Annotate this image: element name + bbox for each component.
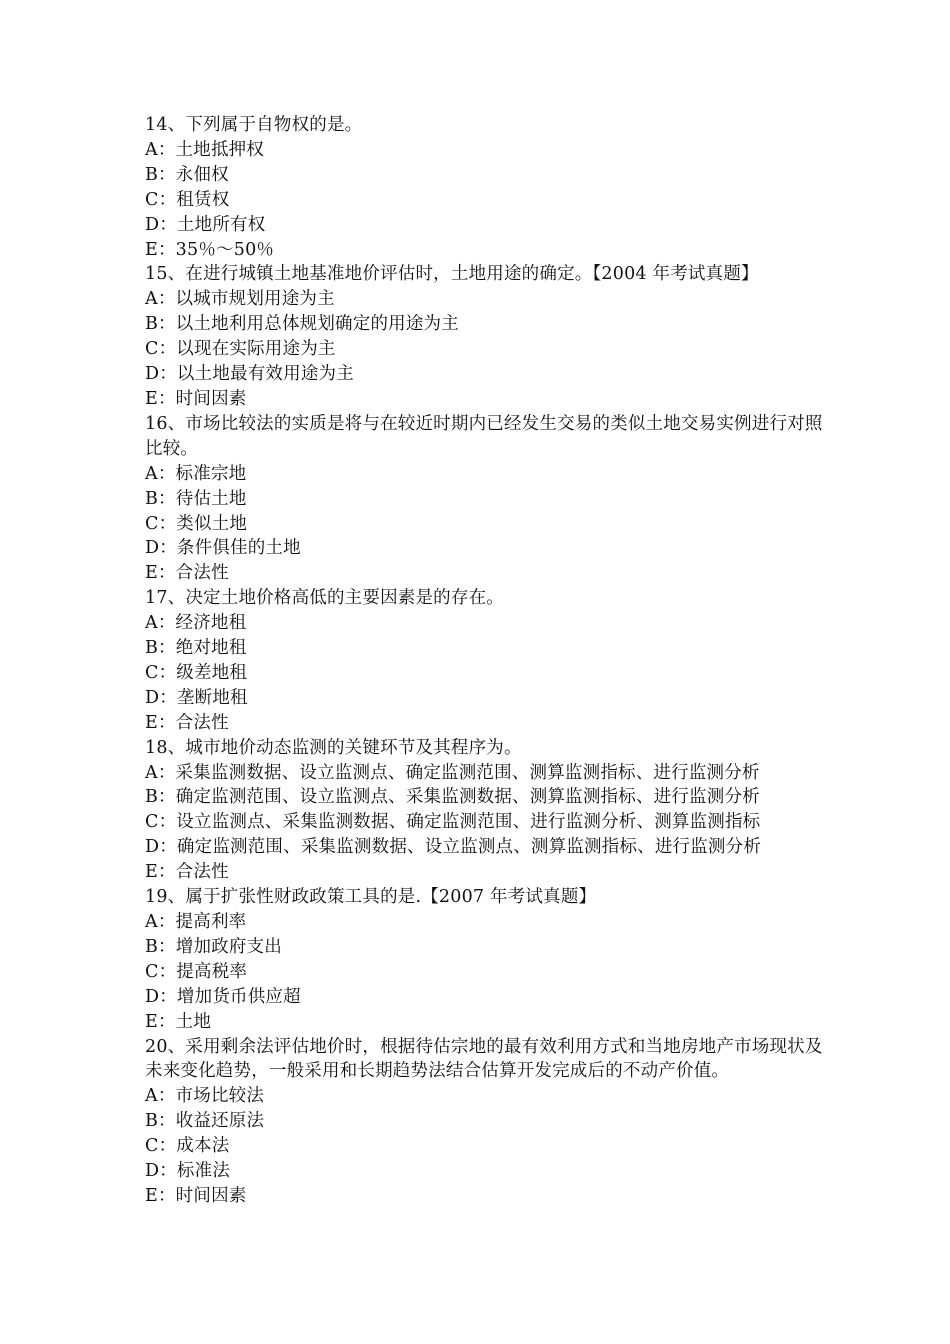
option-a: A：土地抵押权 bbox=[145, 139, 265, 160]
question-stem: 18、城市地价动态监测的关键环节及其程序为。 bbox=[145, 737, 522, 758]
document-body bbox=[145, 113, 835, 1209]
option-e: E：合法性 bbox=[145, 862, 229, 883]
option-d: D：土地所有权 bbox=[145, 214, 266, 235]
option-e: E：35％～50％ bbox=[145, 239, 275, 260]
option-a: A：标准宗地 bbox=[145, 463, 247, 484]
option-b: B：收益还原法 bbox=[145, 1111, 265, 1132]
option-a: A：市场比较法 bbox=[145, 1086, 265, 1107]
option-a: A：提高利率 bbox=[145, 912, 247, 932]
question-stem: 15、在进行城镇土地基准地价评估时，土地用途的确定。【2004 年考试真题】 bbox=[145, 264, 759, 285]
option-c: C：提高税率 bbox=[145, 961, 248, 982]
option-a: A：经济地租 bbox=[145, 613, 247, 634]
option-c: C：成本法 bbox=[145, 1136, 230, 1157]
option-e: E：土地 bbox=[145, 1011, 212, 1032]
option-b: B：确定监测范围、设立监测点、采集监测数据、测算监测指标、进行监测分析 bbox=[145, 787, 760, 808]
option-d: D：条件俱佳的土地 bbox=[145, 538, 301, 559]
option-c: C：以现在实际用途为主 bbox=[145, 339, 336, 360]
option-d: D：增加货币供应超 bbox=[145, 986, 301, 1007]
question-stem: 17、决定土地价格高低的主要因素是的存在。 bbox=[145, 588, 504, 609]
option-b: B：增加政府支出 bbox=[145, 936, 282, 957]
option-a: A：采集监测数据、设立监测点、确定监测范围、测算监测指标、进行监测分析 bbox=[145, 762, 760, 783]
option-e: E：时间因素 bbox=[145, 1185, 247, 1206]
option-e: E：时间因素 bbox=[145, 388, 247, 409]
option-b: B：绝对地租 bbox=[145, 638, 247, 659]
option-b: B：永佃权 bbox=[145, 164, 229, 185]
option-c: C：设立监测点、采集监测数据、确定监测范围、进行监测分析、测算监测指标 bbox=[145, 812, 761, 833]
option-c: C：级差地租 bbox=[145, 662, 248, 683]
question-stem: 19、属于扩张性财政政策工具的是.【2007 年考试真题】 bbox=[145, 887, 597, 908]
option-e: E：合法性 bbox=[145, 712, 229, 733]
option-d: D：以土地最有效用途为主 bbox=[145, 364, 354, 385]
option-b: B：以土地利用总体规划确定的用途为主 bbox=[145, 314, 459, 335]
option-b: B：待估土地 bbox=[145, 488, 247, 509]
option-d: D：标准法 bbox=[145, 1161, 231, 1182]
option-d: D：垄断地租 bbox=[145, 687, 248, 708]
option-c: C：租赁权 bbox=[145, 189, 230, 210]
question-stem: 16、市场比较法的实质是将与在较近时期内已经发生交易的类似土地交易实例进行对照比较。 bbox=[145, 413, 823, 459]
option-d: D：确定监测范围、采集监测数据、设立监测点、测算监测指标、进行监测分析 bbox=[145, 837, 762, 858]
question-stem: 14、下列属于自物权的是。 bbox=[145, 115, 363, 135]
option-e: E：合法性 bbox=[145, 563, 229, 584]
option-c: C：类似土地 bbox=[145, 513, 248, 534]
option-a: A：以城市规划用途为主 bbox=[145, 289, 335, 310]
question-stem: 20、采用剩余法评估地价时，根据待估宗地的最有效利用方式和当地房地产市场现状及未来变化趋势，一般采用和长期趋势法结合估算开发完成后的不动产价值。 bbox=[145, 1036, 823, 1082]
